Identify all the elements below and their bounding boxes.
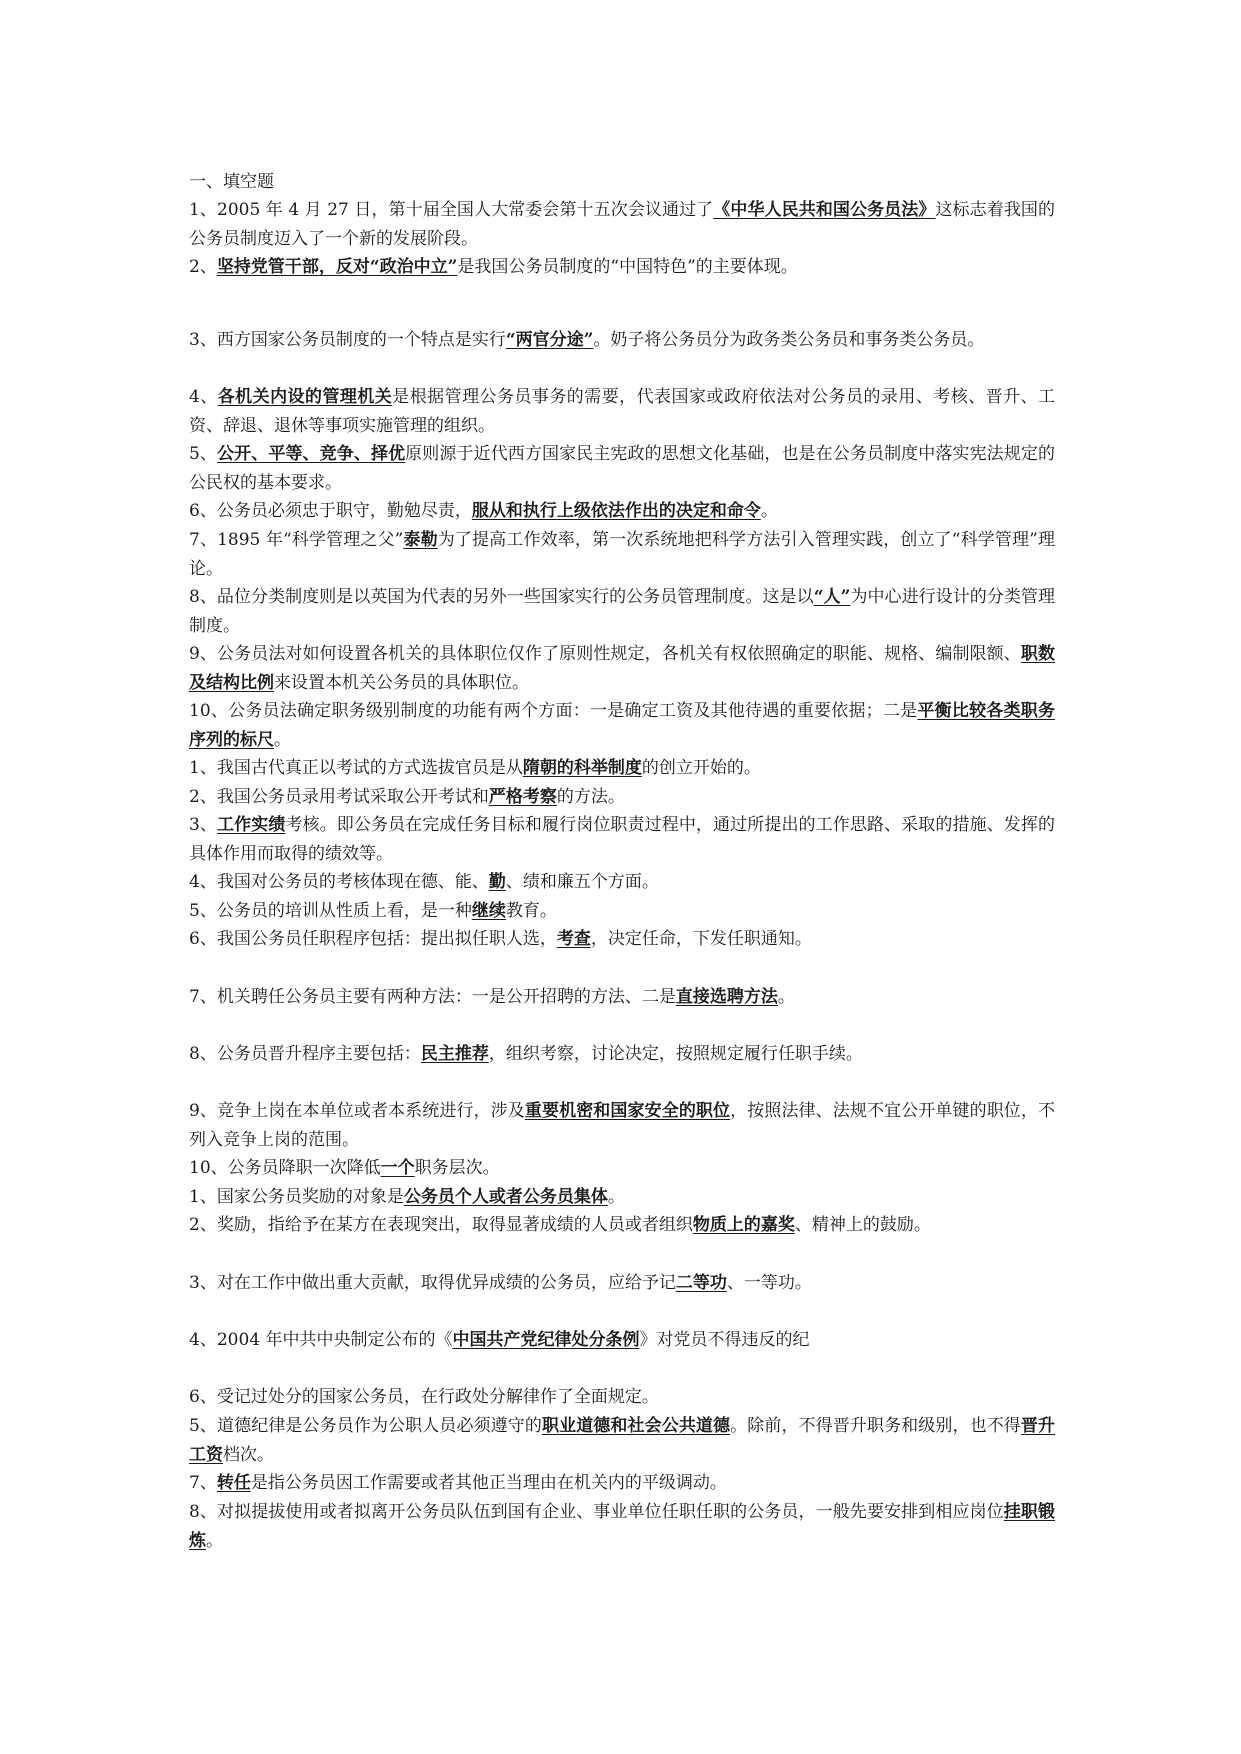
question-text: 4、我国对公务员的考核体现在德、能、 [189,872,489,892]
question-text: 。 [760,501,778,521]
question-item [189,754,1055,783]
question-text: 8、品位分类制度则是以英国为代表的另外一些国家实行的公务员管理制度。这是以 [189,587,814,607]
answer-text: 考查 [556,929,591,949]
question-text: 1、国家公务员奖励的对象是 [189,1187,404,1207]
question-text: 。 [206,1530,223,1551]
question-text: 、绩和廉五个方面。 [505,872,659,892]
question-text: 10、公务员降职一次降低 [189,1158,381,1178]
question-text: 是指公务员因工作需要或者其他正当理由在机关内的平级调动。 [250,1473,727,1493]
question-text: 、一等功。 [726,1273,812,1293]
answer-text: 一个 [380,1158,415,1178]
question-text: 3、 [189,815,218,835]
question-item [189,640,1055,697]
question-text: 8、对拟提拔使用或者拟离开公务员队伍到国有企业、事业单位任职任职的公务员，一般先要安排到相应岗位 [189,1502,1004,1522]
answer-text: 泰勒 [403,530,438,550]
question-text: 2、奖励，指给予在某方在表现突出，取得显著成绩的人员或者组织 [189,1215,693,1235]
question-text: 3、对在工作中做出重大贡献，取得优异成绩的公务员，应给予记 [189,1273,676,1293]
answer-text: 直接选聘方法 [675,987,778,1007]
question-text: 5、道德纪律是公务员作为公职人员必须遵守的 [189,1416,542,1436]
question-item [189,583,1055,640]
question-text: 的方法。 [556,787,625,807]
question-item [189,440,1055,497]
question-item [189,1412,1055,1469]
question-text: 的创立开始的。 [641,758,761,778]
question-text: 这标志着我国的公务员制度迈入了一个新的发展阶段。 [189,200,1056,249]
answer-text: 挂职锻炼 [189,1502,1055,1551]
question-text: 7、机关聘任公务员主要有两种方法：一是公开招聘的方法、二是 [189,987,676,1007]
question-text: 。 [777,987,795,1007]
question-text: 职务层次。 [414,1158,500,1178]
answer-text: 勤 [488,872,506,892]
question-text: 2、 [189,257,217,277]
question-item [189,783,1055,812]
answer-text: 中国共产党纪律处分条例 [452,1330,640,1350]
question-item [189,497,1055,526]
question-text: 7、 [189,1473,217,1493]
question-item [189,383,1055,440]
question-text: 4、 [189,387,218,407]
question-item [189,1498,1055,1555]
question-item [189,1040,1055,1069]
question-text: 3、西方国家公务员制度的一个特点是实行 [189,330,506,350]
question-text: 1、我国古代真正以考试的方式选拔官员是从 [189,758,523,778]
question-text: 档次。 [223,1444,274,1465]
question-item [189,196,1055,253]
answer-text: 晋升工资 [189,1416,1056,1465]
question-text: 。奶子将公务员分为政务类公务员和事务类公务员。 [593,330,985,350]
question-text: 考核。即公务员在完成任务目标和履行岗位职责过程中，通过所提出的工作思路、采取的措施、发挥的具体作用而取得的绩效等。 [189,815,1056,864]
question-item [189,983,1055,1012]
question-item [189,1326,1055,1355]
question-item [189,1269,1055,1298]
answer-text: 公开、平等、竞争、择优 [217,444,406,464]
question-item [189,897,1055,926]
answer-text: “人” [813,587,851,607]
question-text: 6、我国公务员任职程序包括：提出拟任职人选， [189,929,557,949]
section-heading: 一、填空题 [189,172,274,192]
answer-text: 隋朝的科举制度 [522,758,642,778]
answer-text: 转任 [216,1473,251,1493]
question-text: 9、公务员法对如何设置各机关的具体职位仅作了原则性规定，各机关有权依照确定的职能、规格、编制限额、 [189,644,1021,664]
question-text: 来设置本机关公务员的具体职位。 [274,672,529,693]
answer-text: 服从和执行上级依法作出的决定和命令 [471,501,761,521]
question-text: 5、公务员的培训从性质上看，是一种 [189,901,472,921]
question-text: 6、受记过处分的国家公务员，在行政处分解律作了全面规定。 [189,1387,659,1407]
question-item [189,1154,1055,1183]
question-text: 为了提高工作效率，第一次系统地把科学方法引入管理实践，创立了“科学管理”理论。 [189,530,1055,579]
answer-text: 重要机密和国家安全的职位 [524,1101,731,1121]
question-text: 是我国公务员制度的“中国特色”的主要体现。 [457,257,798,277]
question-text: 9、竞争上岗在本单位或者本系统进行，涉及 [189,1101,525,1121]
answer-text: 《中华人民共和国公务员法》 [713,200,936,220]
question-text: 5、 [189,444,218,464]
answer-text: 各机关内设的管理机关 [217,387,393,407]
question-text: 4、2004 年中共中央制定公布的《 [189,1330,453,1350]
question-item [189,526,1055,583]
question-item [189,326,1055,355]
answer-text: 平衡比较各类职务序列的标尺 [189,701,1055,750]
question-text: 教育。 [505,901,557,921]
question-text: 1、2005 年 4 月 27 日，第十届全国人大常委会第十五次会议通过了 [189,200,714,220]
question-item [189,1383,1055,1412]
answer-text: 严格考察 [488,787,557,807]
question-item [189,1211,1055,1240]
question-text: 10、公务员法确定职务级别制度的功能有两个方面：一是确定工资及其他待遇的重要依据；二是 [189,701,918,721]
question-text: 是根据管理公务员事务的需要，代表国家或政府依法对公务员的录用、考核、晋升、工资、辞退、退休等事项实施管理的组织。 [189,387,1056,436]
question-text: ，组织考察，讨论决定，按照规定履行任职手续。 [488,1044,863,1064]
question-text: 。除前，不得晋升职务和级别，也不得 [730,1416,1021,1436]
question-text: 6、公务员必须忠于职守，勤勉尽责， [189,501,472,521]
question-text: ，决定任命，下发任职通知。 [590,929,812,949]
question-text: 。 [274,729,291,750]
answer-text: 公务员个人或者公务员集体 [403,1187,608,1207]
answer-text: 职业道德和社会公共道德 [542,1416,731,1436]
question-item [189,1183,1055,1212]
question-item [189,811,1055,868]
answer-text: 工作实绩 [217,815,286,835]
question-item [189,925,1055,954]
question-text: 8、公务员晋升程序主要包括： [189,1044,421,1064]
answer-text: 继续 [471,901,506,921]
answer-text: 二等功 [675,1273,727,1293]
question-item [189,1097,1055,1154]
question-text: ，按照法律、法规不宜公开单键的职位，不列入竞争上岗的范围。 [189,1101,1056,1150]
question-text: 。 [607,1187,625,1207]
question-text: 》对党员不得违反的纪 [639,1330,810,1350]
question-text: 为中心进行设计的分类管理制度。 [189,587,1056,636]
question-item [189,868,1055,897]
question-item [189,1469,1055,1498]
question-item [189,697,1055,754]
question-item [189,253,1055,282]
question-text: 7、1895 年“科学管理之父” [189,530,404,550]
answer-text: 坚持党管干部，反对“政治中立” [216,257,458,277]
question-text: 原则源于近代西方国家民主宪政的思想文化基础，也是在公务员制度中落实宪法规定的公民权的基本要求。 [189,444,1055,493]
answer-text: 物质上的嘉奖 [692,1215,795,1235]
question-text: 、精神上的鼓励。 [794,1215,931,1235]
answer-text: “两官分途” [505,330,594,350]
answer-text: 民主推荐 [420,1044,489,1064]
answer-text: 职数及结构比例 [189,644,1055,693]
question-text: 2、我国公务员录用考试采取公开考试和 [189,787,489,807]
